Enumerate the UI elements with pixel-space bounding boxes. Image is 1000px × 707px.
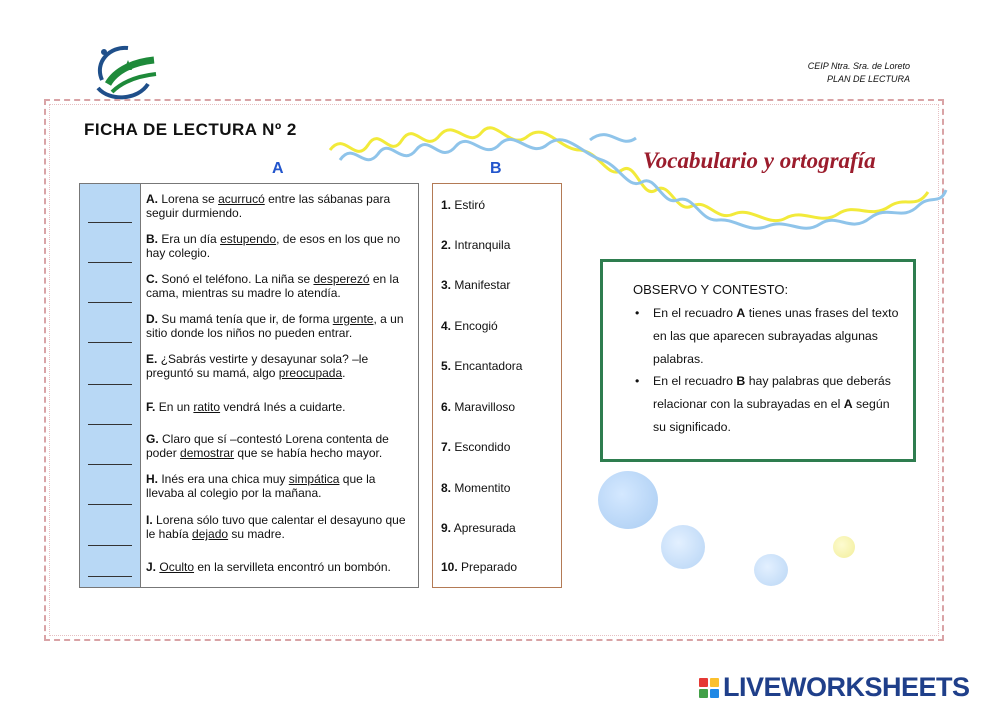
column-b-label: B	[490, 160, 502, 177]
word-item: 6. Maravilloso	[441, 400, 516, 414]
sentence-g: G. Claro que sí –contestó Lorena contenta de poder demostrar que se había hecho mayor.	[146, 432, 389, 460]
decorative-circle	[598, 471, 658, 529]
answer-blank[interactable]	[88, 302, 132, 303]
sentence-b: B. Era un día estupendo, de esos en los que no hay colegio.	[146, 232, 401, 260]
instruction-bullet: • En el recuadro A tienes unas frases del texto en las que aparecen subrayadas algunas palabras.	[635, 306, 899, 366]
column-a-box	[79, 183, 419, 588]
reading-plan: PLAN DE LECTURA	[826, 74, 910, 84]
sentence-h: H. Inés era una chica muy simpática que la llevaba al colegio por la mañana.	[146, 472, 376, 500]
instruction-bullet: • En el recuadro B hay palabras que deberás relacionar con la subrayadas en el A según su significado.	[635, 374, 891, 434]
decorative-circle	[754, 554, 788, 586]
word-item: 5. Encantadora	[441, 359, 523, 373]
answer-blank[interactable]	[88, 576, 132, 577]
answer-blank[interactable]	[88, 262, 132, 263]
word-item: 9. Apresurada	[441, 521, 516, 535]
answer-blank[interactable]	[88, 545, 132, 546]
answer-blank[interactable]	[88, 504, 132, 505]
word-item: 7. Escondido	[441, 440, 511, 454]
section-title: Vocabulario y ortografía	[643, 148, 876, 173]
word-item: 1. Estiró	[441, 198, 486, 212]
sentence-i: I. Lorena sólo tuvo que calentar el desayuno que le había dejado su madre.	[146, 513, 406, 541]
worksheet-title: FICHA DE LECTURA Nº 2	[84, 120, 297, 139]
decorative-circle	[661, 525, 705, 569]
liveworksheets-brand[interactable]	[699, 672, 970, 703]
answer-blank[interactable]	[88, 464, 132, 465]
junta-andalucia-logo-icon	[88, 40, 160, 104]
answer-column	[80, 184, 141, 587]
school-name: CEIP Ntra. Sra. de Loreto	[807, 61, 910, 71]
liveworksheets-logo-icon	[699, 678, 719, 698]
answer-blank[interactable]	[88, 384, 132, 385]
word-item: 10. Preparado	[441, 560, 518, 574]
sentence-j: J. Oculto en la servilleta encontró un bombón.	[146, 560, 391, 574]
sentence-c: C. Sonó el teléfono. La niña se desperezó en la cama, mientras su madre lo atendía.	[146, 272, 399, 300]
answer-blank[interactable]	[88, 424, 132, 425]
word-item: 2. Intranquila	[441, 238, 511, 252]
column-b-box	[432, 183, 562, 588]
instructions-box	[600, 259, 916, 462]
word-item: 4. Encogió	[441, 319, 498, 333]
column-a-label: A	[272, 160, 284, 177]
word-item: 8. Momentito	[441, 481, 511, 495]
decorative-circle	[833, 536, 855, 558]
brand-text: LIVEWORKSHEETS	[723, 672, 970, 702]
answer-blank[interactable]	[88, 222, 132, 223]
school-header	[808, 60, 910, 86]
answer-blank[interactable]	[88, 342, 132, 343]
sentence-e: E. ¿Sabrás vestirte y desayunar sola? –le preguntó su mamá, algo preocupada.	[146, 352, 369, 380]
instructions-title: OBSERVO Y CONTESTO:	[633, 282, 789, 297]
sentence-d: D. Su mamá tenía que ir, de forma urgente, a un sitio donde los niños no pueden entrar.	[146, 312, 404, 340]
sentence-f: F. En un ratito vendrá Inés a cuidarte.	[146, 400, 346, 414]
word-item: 3. Manifestar	[441, 278, 511, 292]
sentence-a: A. Lorena se acurrucó entre las sábanas para seguir durmiendo.	[146, 192, 391, 220]
